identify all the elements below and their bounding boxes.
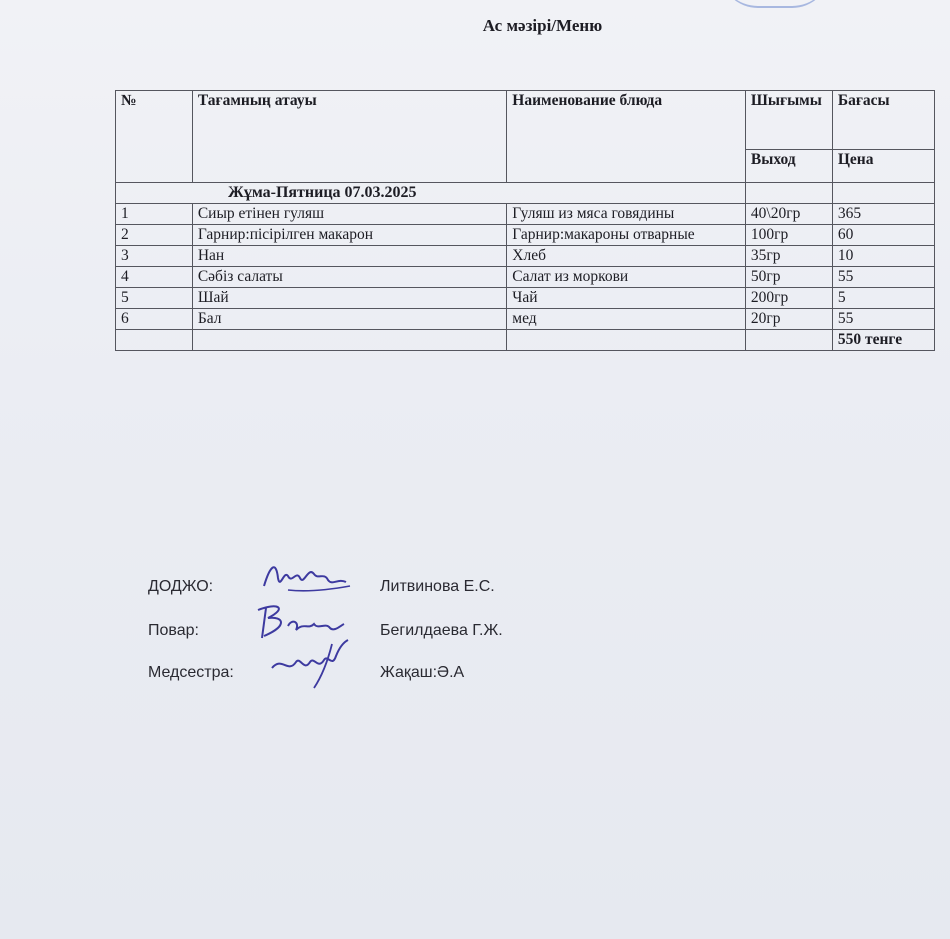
- total-row: [116, 330, 935, 351]
- menu-table: [115, 90, 935, 351]
- table-row: 6 Бал мед 20гр 55: [116, 309, 935, 330]
- handwritten-signature-icon: [268, 634, 353, 692]
- signature-name: Литвинова Е.С.: [380, 578, 495, 595]
- header-output-ru: Выход: [745, 150, 832, 183]
- table-row: 4 Сәбіз салаты Салат из моркови 50гр 55: [116, 267, 935, 288]
- table-row: 5 Шай Чай 200гр 5: [116, 288, 935, 309]
- table-row: 2 Гарнир:пісірілген макарон Гарнир:макароны отварные 100гр 60: [116, 225, 935, 246]
- signature-name: Жақаш:Ә.А: [380, 664, 465, 681]
- stamp-fragment: [720, 0, 830, 8]
- table-row: 1 Сиыр етінен гуляш Гуляш из мяса говядины 40\20гр 365: [116, 204, 935, 225]
- day-row: [116, 183, 935, 204]
- page-title: Ас мәзірі/Меню: [482, 16, 603, 35]
- header-price-kz: Бағасы: [832, 91, 934, 150]
- handwritten-signature-icon: [258, 556, 353, 600]
- table-row: 3 Нан Хлеб 35гр 10: [116, 246, 935, 267]
- signature-role: Повар:: [148, 622, 199, 639]
- table-header-row: [116, 91, 935, 150]
- header-name-ru: Наименование блюда: [507, 91, 746, 183]
- total-price: 550 тенге: [832, 330, 934, 351]
- day-label: Жұма-Пятница 07.03.2025: [116, 183, 746, 204]
- header-num: №: [116, 91, 193, 183]
- header-price-ru: Цена: [832, 150, 934, 183]
- header-name-kz: Тағамның атауы: [192, 91, 506, 183]
- signature-name: Бегилдаева Г.Ж.: [380, 622, 503, 639]
- signature-role: ДОДЖО:: [148, 578, 214, 595]
- signature-role: Медсестра:: [148, 664, 234, 681]
- header-output-kz: Шығымы: [745, 91, 832, 150]
